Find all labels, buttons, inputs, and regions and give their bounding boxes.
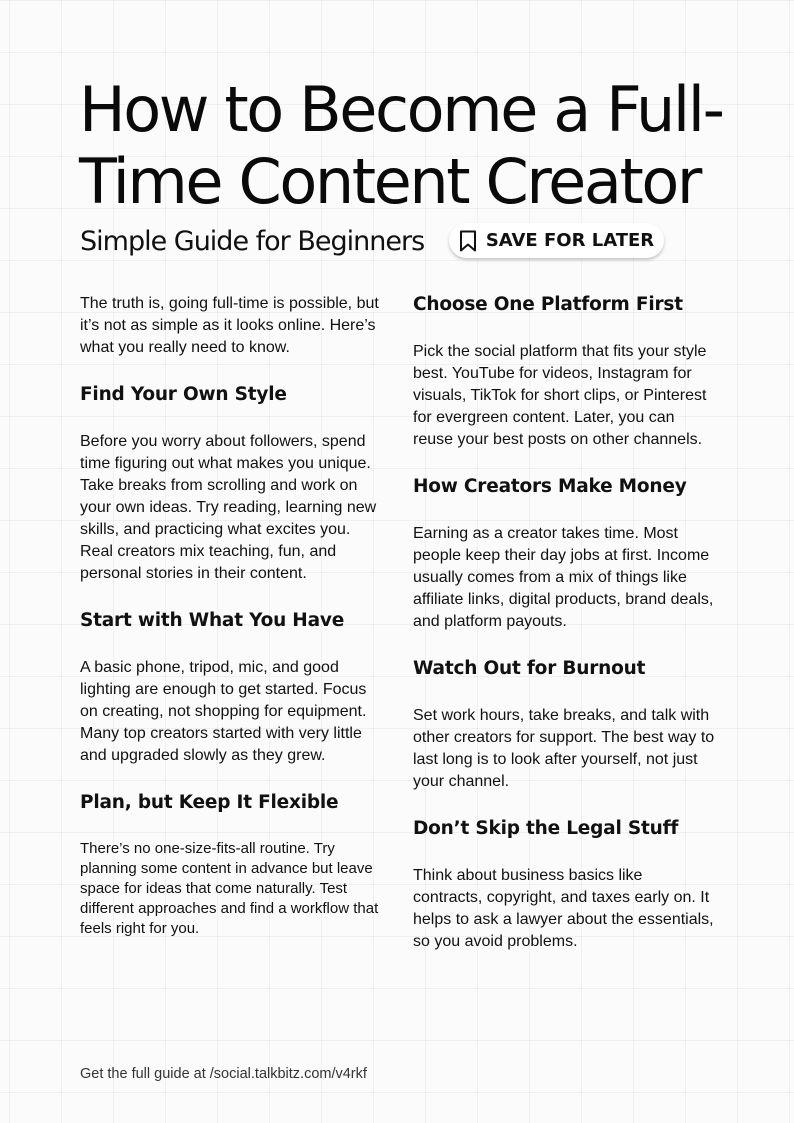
section-body-find-your-style: Before you worry about followers, spend time figuring out what makes you unique. Take breaks from scrolling and work on your own ideas. Try reading, learning new skills, and practicing what excites you. Real creators mix teaching, fun, and personal stories in their content. xyxy=(80,433,377,582)
section-body-make-money: Earning as a creator takes time. Most people keep their day jobs at first. Income usually comes from a mix of things like affiliate links, digital products, brand deals, and platform payouts. xyxy=(413,525,714,630)
section-heading-burnout: Watch Out for Burnout xyxy=(413,658,646,679)
section-heading-plan-flexible: Plan, but Keep It Flexible xyxy=(80,792,339,813)
left-column xyxy=(80,293,382,963)
footer-text: Get the full guide at xyxy=(80,1066,210,1082)
section-heading-start-with-what-you-have: Start with What You Have xyxy=(80,610,345,631)
intro-paragraph: The truth is, going full-time is possible, but it’s not as simple as it looks online. Here’s what you really need to know. xyxy=(80,295,379,356)
section-heading-make-money: How Creators Make Money xyxy=(413,476,687,497)
footer-link[interactable]: /social.talkbitz.com/v4rkf xyxy=(209,1066,367,1082)
section-heading-choose-platform: Choose One Platform First xyxy=(413,294,683,315)
page-title: How to Become a Full-Time Content Creator xyxy=(79,73,723,218)
save-button-label: SAVE FOR LATER xyxy=(485,230,655,251)
section-body-plan-flexible: There’s no one-size-fits-all routine. Try planning some content in advance but leave space for ideas that come naturally. Test different approaches and find a workflow that feels right for you. xyxy=(80,840,379,937)
section-heading-find-your-style: Find Your Own Style xyxy=(80,384,287,405)
section-body-burnout: Set work hours, take breaks, and talk with other creators for support. The best way to last long is to look after yourself, not just your channel. xyxy=(413,707,715,790)
page-subtitle: Simple Guide for Beginners xyxy=(80,226,425,257)
save-for-later-button[interactable] xyxy=(449,223,664,258)
right-column xyxy=(413,293,715,977)
section-body-legal: Think about business basics like contracts, copyright, and taxes early on. It helps to ask a lawyer about the essentials, so you avoid problems. xyxy=(413,867,714,950)
section-heading-legal: Don’t Skip the Legal Stuff xyxy=(413,818,679,839)
section-body-choose-platform: Pick the social platform that fits your style best. YouTube for videos, Instagram for visuals, TikTok for short clips, or Pinterest for evergreen content. Later, you can reuse your best posts on other channels. xyxy=(413,343,707,448)
footer xyxy=(80,1064,367,1084)
section-body-start-with-what-you-have: A basic phone, tripod, mic, and good lighting are enough to get started. Focus on creating, not shopping for equipment. Many top creators started with very little and upgraded slowly as they grew. xyxy=(80,659,367,764)
bookmark-icon xyxy=(459,230,477,252)
